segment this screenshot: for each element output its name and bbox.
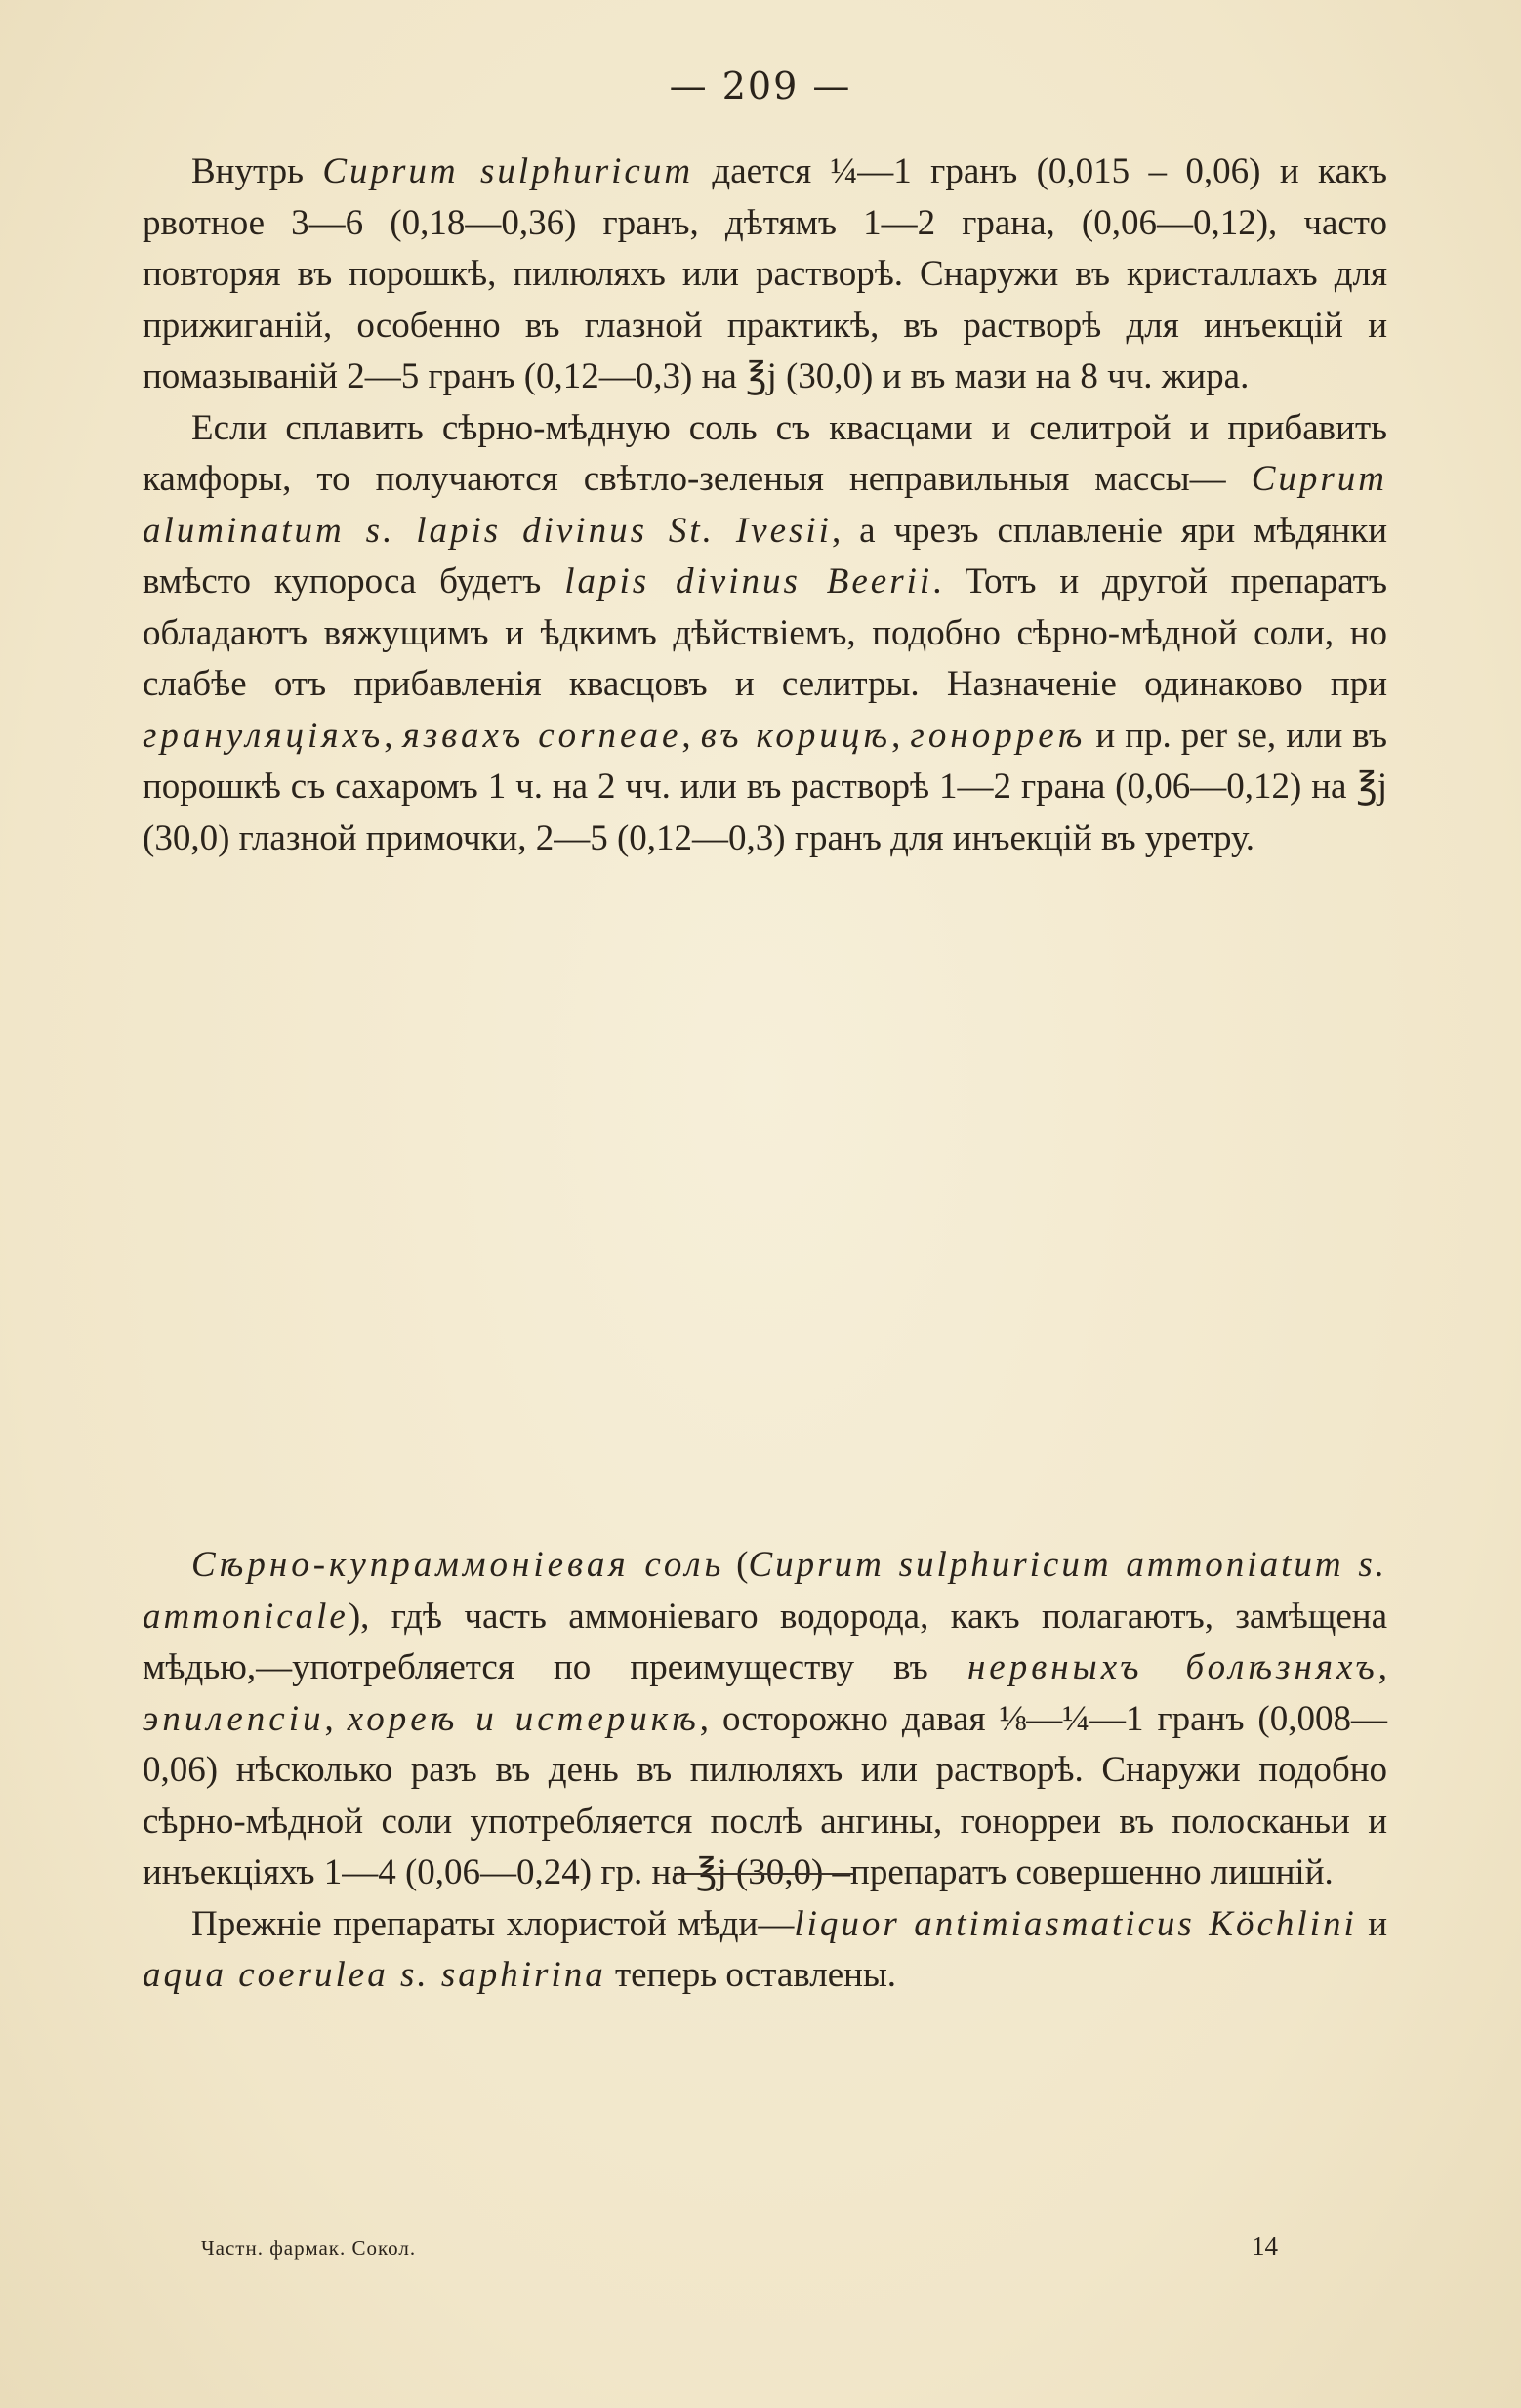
emphasis-term: Сѣрно-купраммоніевая соль <box>191 1545 725 1585</box>
footer-sheet-number: 14 <box>1252 2231 1278 2261</box>
page-number: — 209 — <box>669 64 852 107</box>
latin-term: Cuprum sulphuricum ammoniatum s. ammonicale <box>143 1545 1388 1637</box>
emphasis-term: хореѣ и истерикѣ <box>347 1698 700 1739</box>
paragraph-cuprum-sulphuricum-dosage <box>143 146 1387 864</box>
latin-term: liquor antimiasmaticus Köchlini <box>794 1903 1357 1944</box>
text: дается ¼—1 гранъ (0,015 – 0,06) и какъ рвотное 3—6 (0,18—0,36) гранъ, дѣтямъ 1—2 грана, (0,06—0,12), часто повторяя въ порошкѣ, пилюляхъ или растворѣ. Снаружи въ кристаллахъ для прижиганій, особенно въ глазной практикѣ, въ растворѣ для инъекцій и помазываній 2—5 гранъ (0,12—0,3) на ℥j (30,0) и въ мази на 8 чч. жира. <box>143 151 1387 396</box>
text: ), гдѣ часть аммоніеваго водорода, какъ полагаютъ, замѣщена мѣдью,—употребляется по преимуществу въ <box>143 1596 1387 1687</box>
paragraph-2 <box>143 403 1387 865</box>
latin-term: aqua coerulea s. saphirina <box>143 1955 606 1995</box>
text: ( <box>724 1545 749 1585</box>
emphasis-term: эпилепсіи <box>143 1698 325 1739</box>
latin-term: Cuprum sulphuricum <box>322 151 694 191</box>
text: , <box>324 1698 348 1739</box>
text: , осторожно давая ⅛—¼—1 гранъ (0,008—0,06) нѣсколько разъ въ день въ пилюляхъ или растворѣ. Снаружи подобно сѣрно-мѣдной соли употребляется послѣ ангины, гонорреи въ полосканьи и инъекціяхъ 1—4 (0,06—0,24) гр. на ℥j (30,0) –препаратъ совершенно лишній. <box>143 1698 1388 1892</box>
emphasis-term: гонорреѣ <box>910 715 1087 756</box>
text: . Тотъ и другой препаратъ обладаютъ вяжущимъ и ѣдкимъ дѣйствіемъ, подобно сѣрно-мѣдной соли, но слабѣе отъ прибавленія квасцовъ и селитры. Назначеніе одинаково при <box>143 561 1387 704</box>
emphasis-term: въ корицѣ <box>700 715 892 756</box>
text: Внутрь <box>191 151 323 191</box>
emphasis-term: грануляціяхъ <box>143 715 385 756</box>
footer-signature: Частн. фармак. Сокол. <box>201 2236 417 2260</box>
emphasis-term: нервныхъ болѣзняхъ <box>966 1647 1378 1687</box>
paragraph-4 <box>143 1899 1387 2002</box>
latin-term: Cuprum aluminatum s. lapis divinus St. Ivesii <box>143 459 1387 551</box>
section-divider <box>674 1873 854 1875</box>
text: , а чрезъ сплавленіе яри мѣдянки вмѣсто купороса будетъ <box>143 510 1387 602</box>
text: Если сплавить сѣрно-мѣдную соль съ квасцами и селитрой и прибавить камфоры, то получаются свѣтло-зеленыя неправильныя массы— <box>143 407 1387 499</box>
emphasis-term: язвахъ corneae <box>402 715 682 756</box>
text: и пр. per se, или въ порошкѣ съ сахаромъ 1 ч. на 2 чч. или въ растворѣ 1—2 грана (0,06—0,12) на ℥j (30,0) глазной примочки, 2—5 (0,12—0,3) гранъ для инъекцій въ уретру. <box>143 715 1387 858</box>
text: и <box>1356 1903 1387 1944</box>
text: , <box>1377 1647 1387 1687</box>
paragraph-3 <box>143 1540 1387 1899</box>
text: , <box>891 715 911 756</box>
text: , <box>384 715 403 756</box>
text: теперь оставлены. <box>605 1955 897 1995</box>
text: , <box>681 715 701 756</box>
text: Прежніе препараты хлористой мѣди— <box>191 1903 795 1944</box>
paragraph-1 <box>143 146 1387 403</box>
paragraph-cuprum-ammoniatum <box>143 1540 1387 2002</box>
latin-term: lapis divinus Beerii <box>564 561 933 602</box>
